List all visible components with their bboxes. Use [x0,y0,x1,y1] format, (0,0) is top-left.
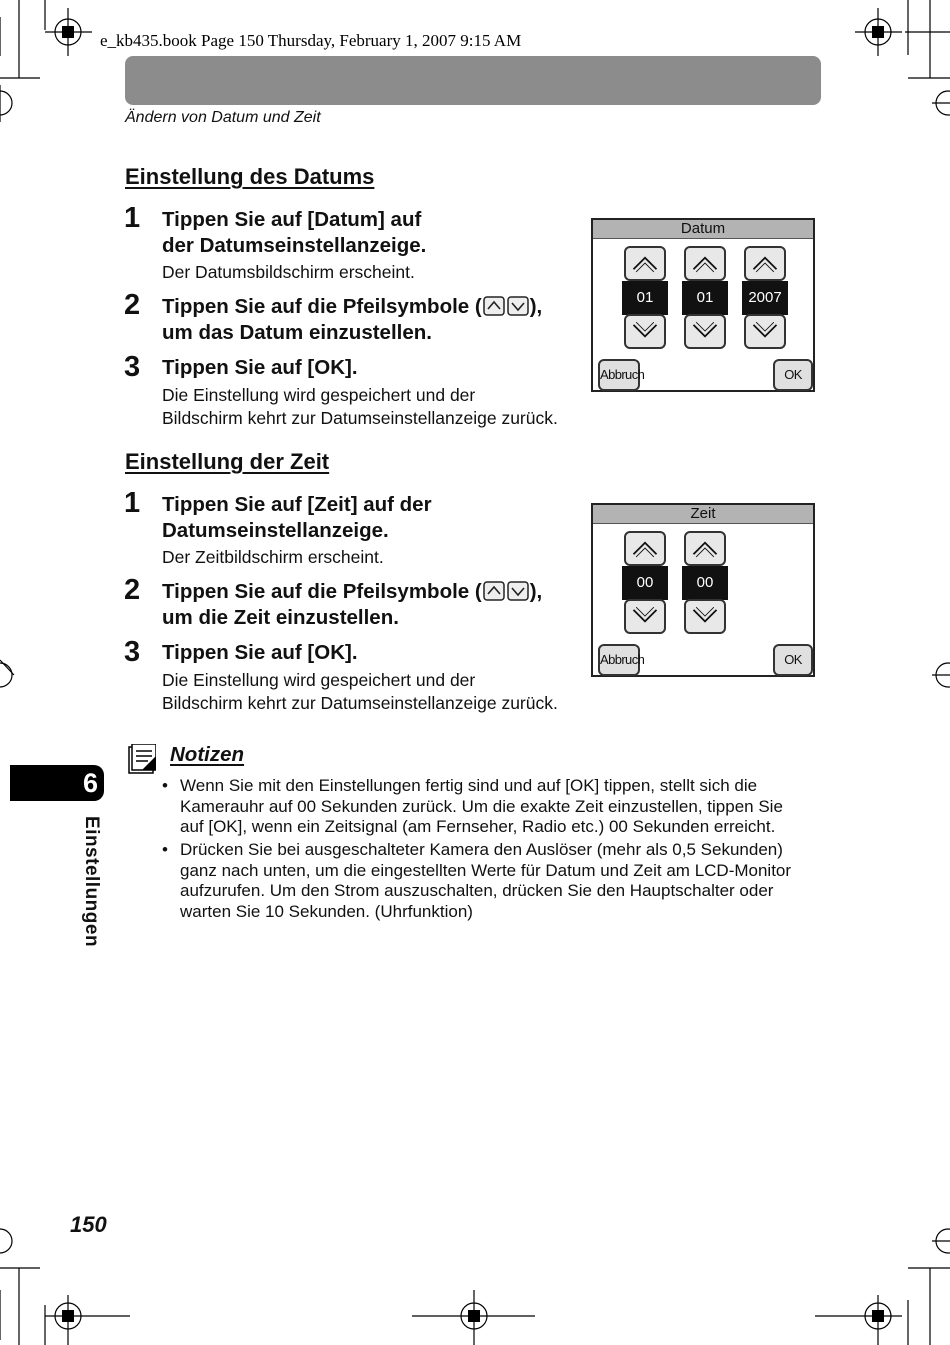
bullet-icon: • [162,776,168,795]
step-title: Tippen Sie auf die Pfeilsymbole ( ), um die Zeit einzustellen. [162,580,543,629]
step-number: 3 [124,351,141,383]
month-down-button[interactable] [684,314,726,349]
month-value: 01 [682,281,728,315]
arrow-up-icon [483,296,505,316]
chevron-down-icon [746,316,784,347]
step-title: Tippen Sie auf [OK]. [162,356,358,379]
notes-heading: Notizen [170,743,245,766]
step-body: Der Zeitbildschirm erscheint. [162,547,384,567]
chevron-up-icon [746,248,784,279]
chevron-up-icon [626,533,664,564]
year-value: 2007 [742,281,788,315]
minute-up-button[interactable] [684,531,726,566]
date-screen-title: Datum [593,220,813,239]
chevron-up-icon [686,248,724,279]
day-up-button[interactable] [624,246,666,281]
day-down-button[interactable] [624,314,666,349]
step-title: Tippen Sie auf die Pfeilsymbole ( ), um das Datum einzustellen. [162,295,543,344]
step-title: Tippen Sie auf [OK]. [162,641,358,664]
cancel-button[interactable]: Abbruch [598,359,640,391]
step-body: Die Einstellung wird gespeichert und der Bildschirm kehrt zur Datumseinstellanzeige zurück. [162,385,558,428]
chevron-down-icon [686,316,724,347]
hour-up-button[interactable] [624,531,666,566]
time-screen-illustration [591,503,815,677]
ok-button[interactable]: OK [773,644,813,676]
cancel-button[interactable]: Abbruch [598,644,640,676]
chevron-down-icon [626,316,664,347]
hour-down-button[interactable] [624,599,666,634]
minute-value: 00 [682,566,728,600]
step-number: 1 [124,202,141,234]
chapter-tab: 6 [10,765,104,801]
time-section-heading: Einstellung der Zeit [125,449,330,474]
arrow-down-icon [507,581,529,601]
year-up-button[interactable] [744,246,786,281]
month-up-button[interactable] [684,246,726,281]
step-number: 1 [124,487,141,519]
chapter-label: Einstellungen [81,816,102,948]
section-subtitle: Ändern von Datum und Zeit [125,109,321,126]
step-number: 2 [124,289,141,321]
step-number: 3 [124,636,141,668]
date-section-heading: Einstellung des Datums [125,164,375,189]
arrow-up-icon [483,581,505,601]
day-value: 01 [622,281,668,315]
step-body: Die Einstellung wird gespeichert und der Bildschirm kehrt zur Datumseinstellanzeige zurück. [162,670,558,713]
page-number: 150 [70,1212,107,1237]
chevron-up-icon [626,248,664,279]
book-file-header: e_kb435.book Page 150 Thursday, February 1, 2007 9:15 AM [100,31,522,50]
step-body: Der Datumsbildschirm erscheint. [162,262,415,282]
hour-value: 00 [622,566,668,600]
chevron-up-icon [686,533,724,564]
step-number: 2 [124,574,141,606]
step-title: Tippen Sie auf [Zeit] auf der Datumseinstellanzeige. [162,493,432,542]
chapter-header-bar [125,56,821,105]
ok-button[interactable]: OK [773,359,813,391]
minute-down-button[interactable] [684,599,726,634]
arrow-down-icon [507,296,529,316]
date-screen-illustration [591,218,815,392]
memo-icon [128,744,156,774]
step-title: Tippen Sie auf [Datum] auf der Datumseinstellanzeige. [162,208,427,257]
bullet-icon: • [162,840,168,859]
year-down-button[interactable] [744,314,786,349]
chevron-down-icon [626,601,664,632]
chevron-down-icon [686,601,724,632]
time-screen-title: Zeit [593,505,813,524]
